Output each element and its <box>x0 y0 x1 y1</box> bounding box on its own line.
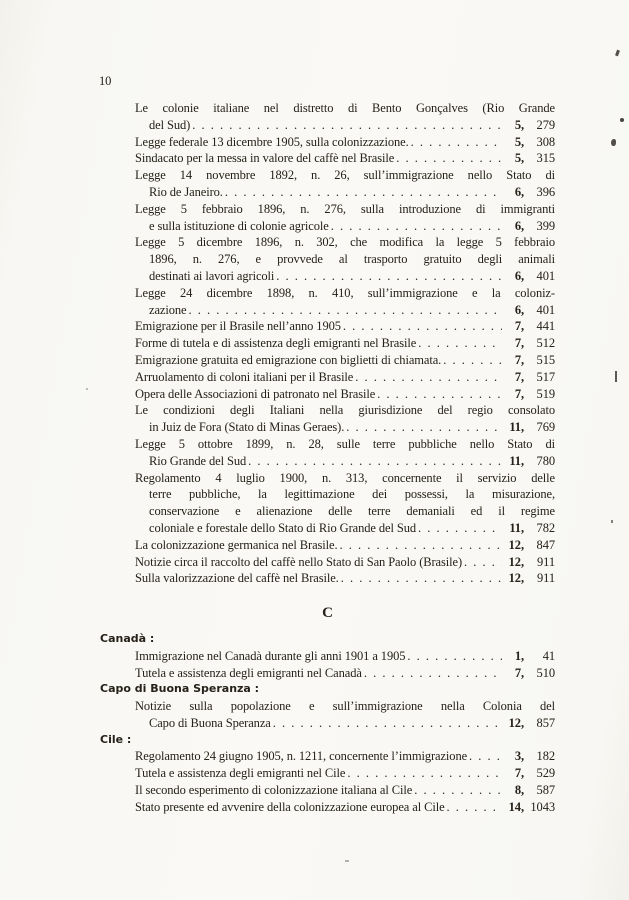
dot-leader <box>273 715 502 732</box>
volume-number: 12 , <box>505 554 524 571</box>
entry-line <box>135 782 555 799</box>
dot-leader <box>443 352 502 369</box>
dot-leader <box>396 150 502 167</box>
dot-leader <box>411 134 502 151</box>
volume-number: 6 , <box>505 184 524 201</box>
dot-leader <box>418 520 502 537</box>
country-heading: Canadà : <box>100 631 155 645</box>
volume-number: 11 , <box>505 453 524 470</box>
entry-line: conservazione e alienazione delle terre demaniali ed il regime <box>149 504 555 519</box>
entry-line <box>135 765 555 782</box>
country-heading: Capo di Buona Speranza : <box>100 682 260 696</box>
entry-text: Emigrazione per il Brasile nell’anno 1905 <box>135 319 341 334</box>
toc-entry <box>135 335 555 352</box>
dot-leader <box>447 799 502 816</box>
scan-speck <box>611 520 613 523</box>
entry-line <box>135 218 555 235</box>
entry-line <box>135 150 555 167</box>
page-ref: 769 <box>536 420 555 435</box>
volume-number: 6 , <box>505 218 524 235</box>
scan-speck <box>615 50 620 57</box>
entry-line <box>135 268 555 285</box>
page-ref: 308 <box>536 134 555 149</box>
toc-entry <box>135 100 555 134</box>
entry-text: Forme di tutela e di assistenza degli emigranti nel Brasile <box>135 336 417 351</box>
dot-leader <box>188 302 502 319</box>
toc-entry <box>135 134 555 151</box>
entry-text: Tutela e assistenza degli emigranti nel Canadà <box>135 665 362 680</box>
entry-line: Le colonie italiane nel distretto di Bento Gonçalves (Rio Grande <box>135 101 555 115</box>
toc-entry <box>135 537 555 554</box>
entry-line <box>135 419 555 436</box>
entry-line <box>135 117 555 134</box>
page-ref: 782 <box>536 520 555 535</box>
dot-leader <box>340 537 503 554</box>
volume-number: 12 , <box>505 715 524 732</box>
entry-text: Emigrazione gratuita ed emigrazione con biglietti di chiamata. <box>135 352 442 367</box>
entry-text: Regolamento 24 giugno 1905, n. 1211, concernente l’immigrazione <box>135 749 468 764</box>
volume-number: 6 , <box>505 302 524 319</box>
toc-entry <box>135 402 555 436</box>
entry-line <box>135 369 555 386</box>
page-ref: 315 <box>536 151 555 166</box>
toc-entry <box>135 285 555 319</box>
entry-text: Opera delle Associazioni di patronato nel Brasile <box>135 386 376 401</box>
dot-leader <box>469 748 502 765</box>
toc-entry <box>135 554 555 571</box>
entry-text: Tutela e assistenza degli emigranti nel Cile <box>135 766 346 781</box>
entry-text: La colonizzazione germanica nel Brasile. <box>135 537 338 552</box>
entry-line <box>135 554 555 571</box>
entry-line <box>135 799 555 816</box>
entry-line <box>135 665 555 682</box>
volume-number: 14 , <box>505 799 524 816</box>
volume-number: 1 , <box>505 648 524 665</box>
toc-entry <box>135 570 555 587</box>
entry-text: coloniale e forestale dello Stato di Rio Grande del Sud <box>149 520 416 535</box>
entry-line: Legge 14 novembre 1892, n. 26, sull’immigrazione nello Stato di <box>135 168 555 183</box>
volume-number: 11 , <box>505 419 524 436</box>
entry-line <box>135 318 555 335</box>
volume-number: 12 , <box>505 537 524 554</box>
toc-entry <box>135 369 555 386</box>
entry-text: del Sud) <box>149 117 191 132</box>
dot-leader <box>464 554 502 571</box>
dot-leader <box>414 782 502 799</box>
page-ref: 847 <box>536 537 555 552</box>
volume-number: 6 , <box>505 268 524 285</box>
volume-number: 7 , <box>505 386 524 403</box>
volume-number: 7 , <box>505 318 524 335</box>
page-ref: 780 <box>536 453 555 468</box>
dot-leader <box>364 665 502 682</box>
page-ref: 911 <box>537 554 555 569</box>
dot-leader <box>225 184 502 201</box>
volume-number: 5 , <box>505 117 524 134</box>
dot-leader <box>355 369 502 386</box>
toc-entry <box>135 698 555 732</box>
dot-leader <box>407 648 502 665</box>
scan-speck <box>611 139 616 146</box>
volume-number: 7 , <box>505 665 524 682</box>
entry-text: Il secondo esperimento di colonizzazione italiana al Cile <box>135 783 413 798</box>
page-ref: 510 <box>536 665 555 680</box>
entry-text: Immigrazione nel Canadà durante gli anni 1901 a 1905 <box>135 648 406 663</box>
page-ref: 519 <box>536 386 555 401</box>
scan-speck <box>615 371 617 382</box>
entry-text: zazione <box>149 302 187 317</box>
page-ref: 441 <box>536 319 555 334</box>
entry-line <box>135 715 555 732</box>
entry-text: Rio de Janeiro. <box>149 184 223 199</box>
entry-line: Legge 24 dicembre 1898, n. 410, sull’immigrazione e la coloniz- <box>135 285 555 300</box>
toc-entry <box>135 167 555 201</box>
entry-line: Legge 5 ottobre 1899, n. 28, sulle terre pubbliche nello Stato di <box>135 436 555 451</box>
toc-entry <box>135 352 555 369</box>
scan-speck <box>86 388 88 390</box>
section-letter: C <box>322 605 333 622</box>
entry-text: Stato presente ed avvenire della colonizzazione europea al Cile <box>135 799 445 814</box>
entry-line <box>135 302 555 319</box>
entry-line <box>135 352 555 369</box>
scan-speck <box>345 860 349 862</box>
dot-leader <box>343 318 502 335</box>
entry-line <box>135 386 555 403</box>
dot-leader <box>341 570 502 587</box>
entry-line: terre pubbliche, la legittimazione dei possessi, la misurazione, <box>149 487 555 502</box>
dot-leader <box>276 268 502 285</box>
toc-entry <box>135 150 555 167</box>
country-heading: Cile : <box>100 732 132 746</box>
entry-line <box>135 537 555 554</box>
entry-text: Capo di Buona Speranza <box>149 715 271 730</box>
page-ref: 399 <box>536 218 555 233</box>
entry-text: destinati ai lavori agricoli <box>149 268 275 283</box>
volume-number: 5 , <box>505 134 524 151</box>
entry-text: Notizie circa il raccolto del caffè nello Stato di San Paolo (Brasile) <box>135 554 463 569</box>
entry-text: in Juiz de Fora (Stato di Minas Geraes). <box>149 420 345 435</box>
page-ref: 517 <box>536 369 555 384</box>
entry-line: Notizie sulla popolazione e sull’immigrazione nella Colonia del <box>135 699 555 714</box>
page-ref: 41 <box>542 648 555 663</box>
page-ref: 396 <box>536 184 555 199</box>
dot-leader <box>192 117 502 134</box>
entry-line <box>135 335 555 352</box>
entry-text: Legge federale 13 dicembre 1905, sulla colonizzazione. <box>135 134 409 149</box>
entry-text: e sulla istituzione di colonie agricole <box>149 218 329 233</box>
page-ref: 401 <box>536 268 555 283</box>
toc-entry <box>135 234 555 284</box>
volume-number: 7 , <box>505 369 524 386</box>
entry-text: Rio Grande del Sud <box>149 453 247 468</box>
dot-leader <box>418 335 502 352</box>
entry-line <box>135 184 555 201</box>
dot-leader <box>248 453 502 470</box>
page-ref: 857 <box>536 715 555 730</box>
toc-entry <box>135 648 555 665</box>
volume-number: 7 , <box>505 765 524 782</box>
page-ref: 529 <box>536 766 555 781</box>
toc-entry <box>135 782 555 799</box>
toc-entry <box>135 318 555 335</box>
page-number: 10 <box>99 74 112 88</box>
entry-line <box>135 648 555 665</box>
entry-line: Legge 5 dicembre 1896, n. 302, che modifica la legge 5 febbraio <box>135 235 555 250</box>
index-text-block <box>100 100 555 816</box>
volume-number: 5 , <box>505 150 524 167</box>
toc-continued <box>100 100 555 587</box>
entry-line: Regolamento 4 luglio 1900, n. 313, concernente il servizio delle <box>135 470 555 485</box>
volume-number: 7 , <box>505 335 524 352</box>
volume-number: 7 , <box>505 352 524 369</box>
entry-line: 1896, n. 276, e provvede al trasporto gratuito degli animali <box>149 252 555 267</box>
volume-number: 11 , <box>505 520 524 537</box>
page-ref: 182 <box>536 749 555 764</box>
toc-entry <box>135 765 555 782</box>
toc-groups <box>100 631 555 816</box>
entry-text: Arruolamento di coloni italiani per il Brasile <box>135 369 354 384</box>
toc-entry <box>135 386 555 403</box>
page-ref: 911 <box>537 571 555 586</box>
entry-line <box>135 748 555 765</box>
toc-entry <box>135 436 555 470</box>
page-ref: 587 <box>536 783 555 798</box>
volume-number: 12 , <box>505 570 524 587</box>
toc-entry <box>135 201 555 235</box>
page-ref: 512 <box>536 336 555 351</box>
entry-line: Le condizioni degli Italiani nella giurisdizione del regio consolato <box>135 403 555 418</box>
page-ref: 279 <box>536 117 555 132</box>
toc-entry <box>135 799 555 816</box>
toc-entry <box>135 665 555 682</box>
dot-leader <box>377 386 502 403</box>
toc-entry <box>135 748 555 765</box>
entry-line: Legge 5 febbraio 1896, n. 276, sulla introduzione di immigranti <box>135 201 555 216</box>
entry-text: Sindacato per la messa in valore del caffè nel Brasile <box>135 151 395 166</box>
entry-line <box>135 453 555 470</box>
page-ref: 515 <box>536 352 555 367</box>
entry-line <box>135 570 555 587</box>
entry-line <box>135 520 555 537</box>
volume-number: 3 , <box>505 748 524 765</box>
entry-text: Sulla valorizzazione del caffè nel Brasile. <box>135 571 339 586</box>
scan-speck <box>620 118 624 122</box>
dot-leader <box>347 765 502 782</box>
dot-leader <box>346 419 502 436</box>
page-ref: 1043 <box>530 799 555 814</box>
toc-entry <box>135 470 555 537</box>
volume-number: 8 , <box>505 782 524 799</box>
dot-leader <box>331 218 502 235</box>
entry-line <box>135 134 555 151</box>
page-ref: 401 <box>536 302 555 317</box>
